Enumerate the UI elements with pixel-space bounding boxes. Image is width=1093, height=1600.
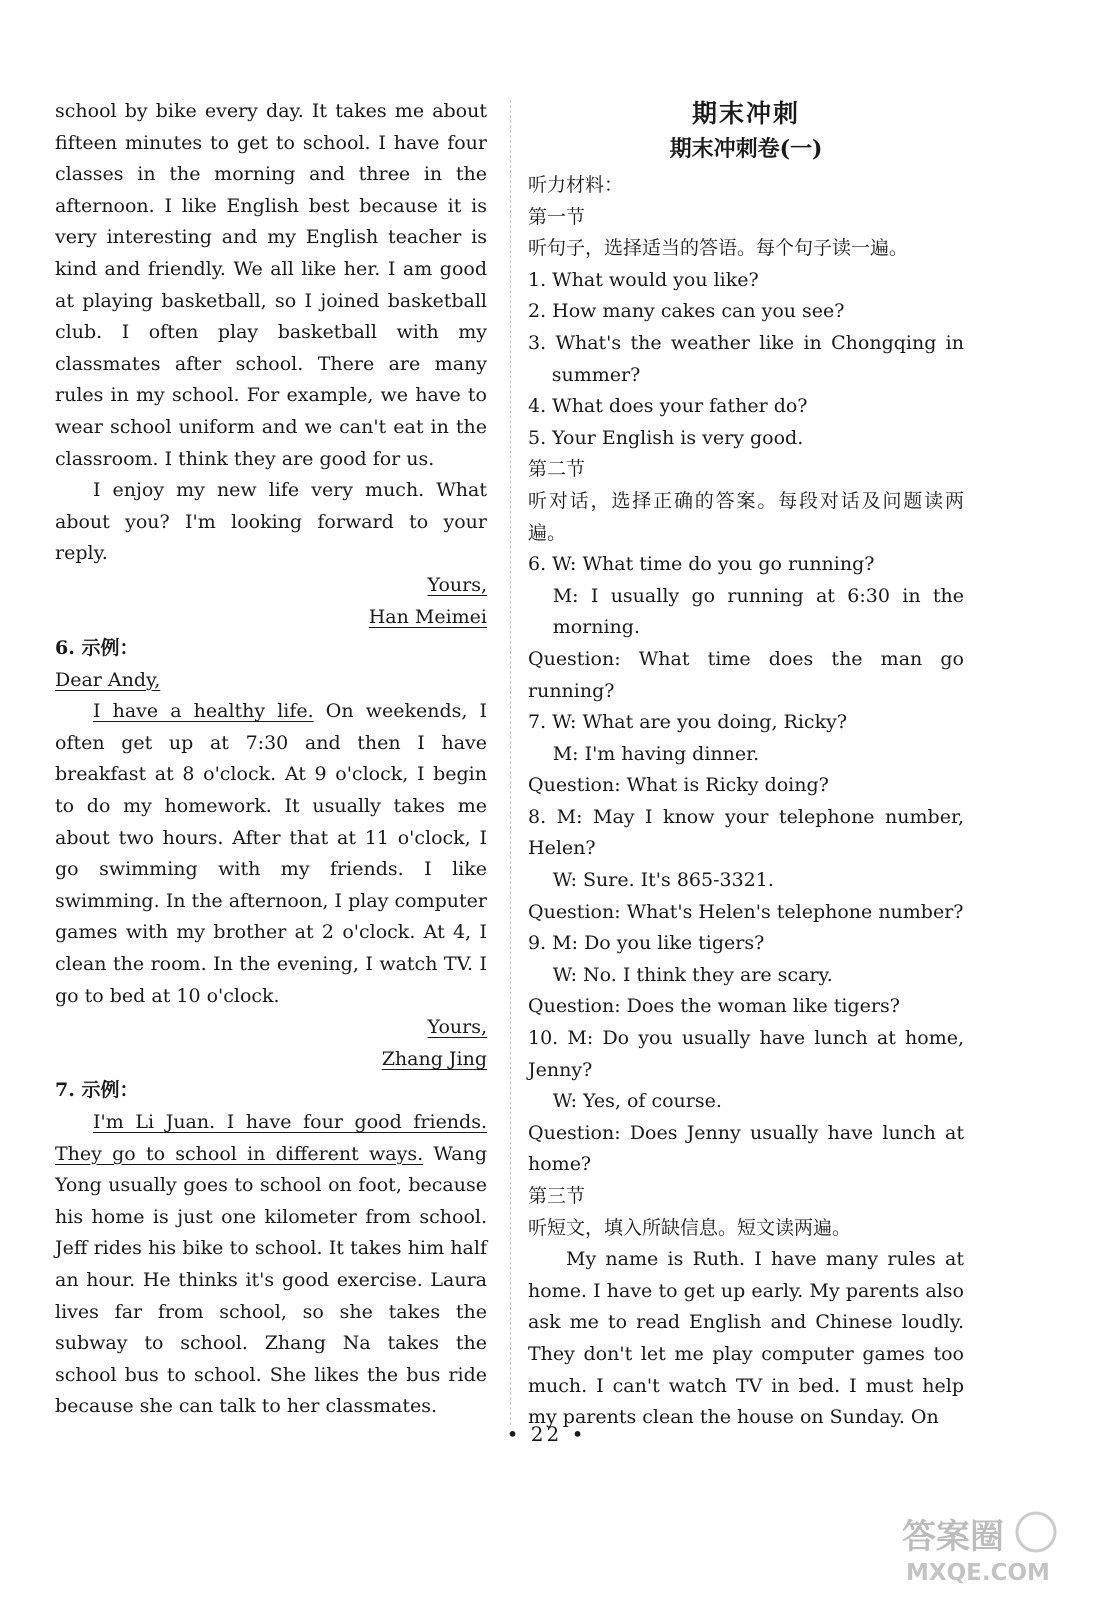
dialogue-question: Question: Does the woman like tigers? (528, 995, 900, 1018)
dialogue-question: Question: Does Jenny usually have lunch at home? (528, 1121, 964, 1176)
watermark-url: MXQE.COM (906, 1560, 1050, 1586)
right-column (528, 96, 964, 1434)
listening-passage: My name is Ruth. I have many rules at home. I have to get up early. My parents also ask me to read English and Chinese loudly. They don't let me play computer games too much. I can't watch TV in bed. I must help my parents clean the house on Sunday. On (528, 1248, 964, 1429)
dialogue-line: W: Yes, of course. (552, 1090, 722, 1113)
s1-item: 1. What would you like? (528, 268, 759, 291)
dialogue-question: Question: What's Helen's telephone number? (528, 900, 964, 923)
letter-signature: Han Meimei (368, 605, 487, 628)
column-divider (510, 100, 511, 1425)
section-title: 期末冲刺 (691, 99, 800, 128)
page-number: • 22 • (506, 1422, 587, 1446)
section1-instructions: 听句子，选择适当的答语。每个句子读一遍。 (528, 237, 909, 260)
q7-paragraph (55, 1107, 487, 1423)
dialogue-question: Question: What time does the man go running? (528, 647, 964, 702)
dialogue-line: 6. W: What time do you go running? (528, 553, 875, 576)
dialogue-line: M: I usually go running at 6:30 in the morning. (552, 584, 964, 639)
listening-label: 听力材料： (528, 174, 624, 196)
s1-item: 3. What's the weather like in Chongqing in summer? (528, 331, 964, 386)
section3-instructions: 听短文，填入所缺信息。短文读两遍。 (528, 1216, 852, 1239)
watermark-logo-text: 答案圈 (902, 1517, 1004, 1557)
q6-paragraph (55, 696, 487, 1012)
dialogue-line: W: No. I think they are scary. (552, 963, 833, 986)
exam-title: 期末冲刺卷(一) (669, 136, 823, 162)
letter-closing-paragraph: I enjoy my new life very much. What about you? I'm looking forward to your reply. (55, 479, 487, 565)
s1-item: 4. What does your father do? (528, 395, 808, 418)
q6-signature: Zhang Jing (381, 1047, 487, 1070)
q7-label: 7. 示例： (55, 1079, 139, 1102)
dialogue-line: 9. M: Do you like tigers? (528, 932, 765, 955)
dialogue-line: 7. W: What are you doing, Ricky? (528, 711, 848, 734)
dialogue-line: W: Sure. It's 865-3321. (552, 869, 774, 892)
q6-greeting: Dear Andy, (55, 668, 161, 691)
s1-item: 2. How many cakes can you see? (528, 300, 845, 323)
section2-instructions: 听对话，选择正确的答案。每段对话及问题读两遍。 (528, 489, 964, 544)
q7-body: Wang Yong usually goes to school on foot, because his home is just one kilometer from school. Jeff rides his bike to school. It takes him half an hour. He thinks it's good exercise. Laura lives far from school, so she takes the subway to school. Zhang Na takes the school bus to school. She likes the bus ride because she can talk to her classmates. (55, 1142, 487, 1418)
dialogue-line: 10. M: Do you usually have lunch at home, Jenny? (528, 1027, 964, 1081)
letter-signoff: Yours, (427, 573, 487, 596)
s1-item: 5. Your English is very good. (528, 426, 804, 449)
q6-topic-sentence: I have a healthy life. (93, 700, 314, 723)
section3-heading: 第三节 (528, 1185, 586, 1207)
q6-body: On weekends, I often get up at 7:30 and then I have breakfast at 8 o'clock. At 9 o'clock, I begin to do my homework. It usually takes me about two hours. After that at 11 o'clock, I go swimming with my friends. I like swimming. In the afternoon, I play computer games with my brother at 2 o'clock. At 4, I clean the room. In the evening, I watch TV. I go to bed at 10 o'clock. (55, 700, 487, 1007)
section1-heading: 第一节 (528, 205, 586, 228)
dialogue-question: Question: What is Ricky doing? (528, 774, 829, 797)
dialogue-line: 8. M: May I know your telephone number, Helen? (528, 805, 964, 860)
left-column (55, 96, 487, 1423)
q6-signoff: Yours, (427, 1016, 487, 1039)
dialogue-line: M: I'm having dinner. (552, 742, 760, 765)
section2-heading: 第二节 (528, 458, 586, 481)
letter-continued: school by bike every day. It takes me about fifteen minutes to get to school. I have four classes in the morning and three in the afternoon. I like English best because it is very interesting and my English teacher is kind and friendly. We all like her. I am good at playing basketball, so I joined basketball club. I often play basketball with my classmates after school. There are many rules in my school. For example, we have to wear school uniform and we can't eat in the classroom. I think they are good for us. (55, 100, 487, 470)
q6-label: 6. 示例： (55, 637, 139, 660)
watermark-logo (898, 1508, 1063, 1586)
q7-topic-sentence: I'm Li Juan. I have four good friends. They go to school in different ways. (55, 1111, 487, 1165)
